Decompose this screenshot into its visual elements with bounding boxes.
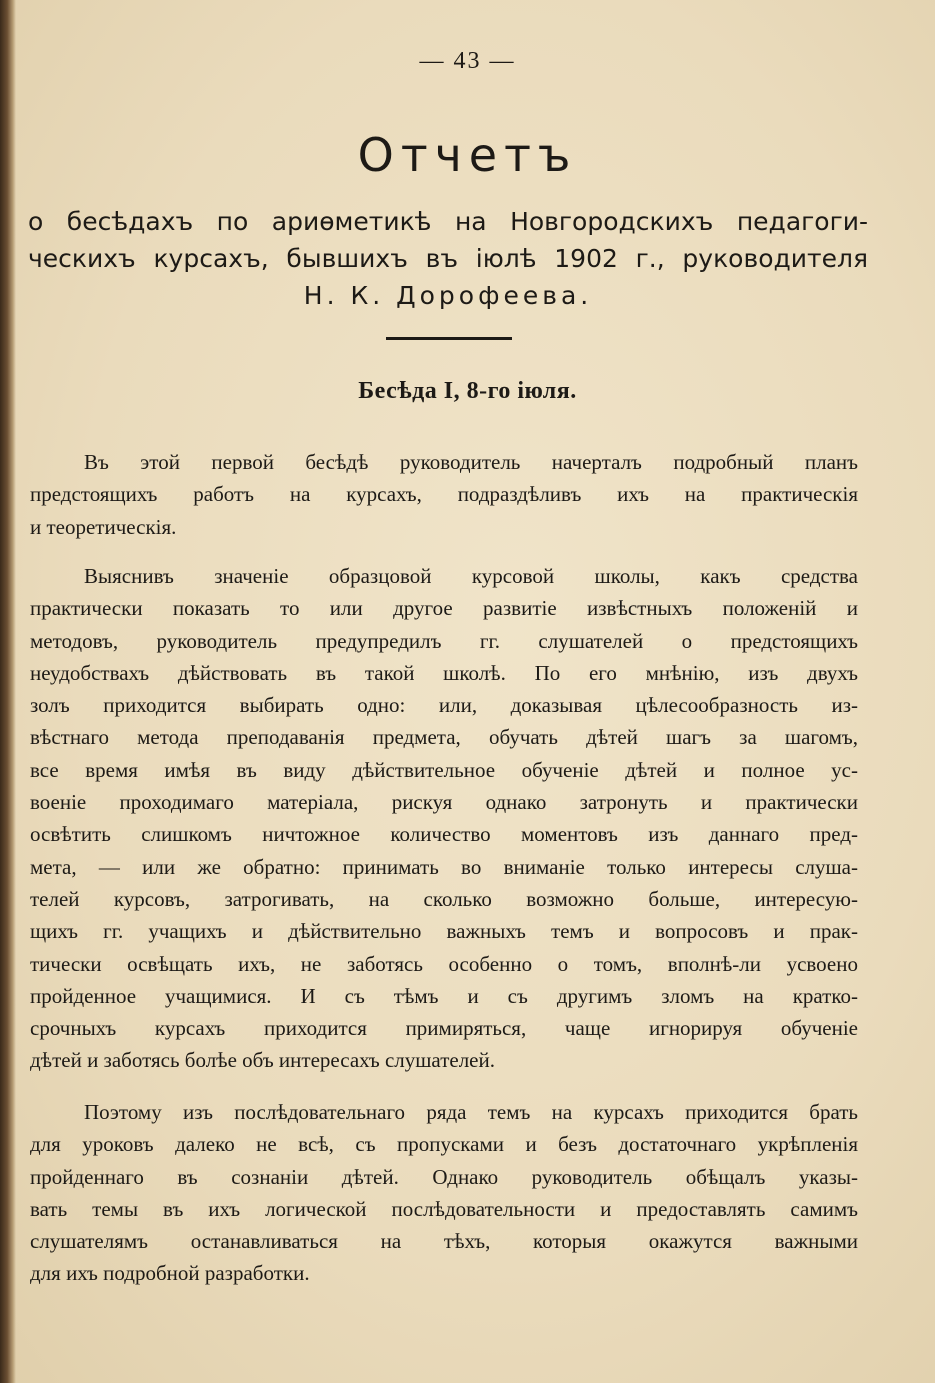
- paragraph-line: и теоретическія.: [30, 514, 177, 539]
- paragraph-line: практически показать то или другое развитіе извѣстныхъ положеній и: [30, 596, 858, 621]
- paragraph-line: вѣстнаго метода преподаванія предмета, обучать дѣтей шагъ за шагомъ,: [30, 725, 858, 750]
- paragraph-line: телей курсовъ, затрогивать, на сколько возможно больше, интересую-: [30, 886, 858, 911]
- title-divider: [386, 337, 512, 340]
- paragraph: [30, 560, 858, 1077]
- subtitle-line: ческихъ курсахъ, бывшихъ въ іюлѣ 1902 г., руководителя: [28, 244, 868, 273]
- paragraph-line: для ихъ подробной разработки.: [30, 1261, 310, 1286]
- report-title: Отчетъ: [357, 128, 578, 182]
- paragraph-line: пройденное учащимися. И съ тѣмъ и съ другимъ зломъ на кратко-: [30, 983, 858, 1008]
- paragraph-line: тически освѣщать ихъ, не заботясь особенно о томъ, вполнѣ-ли усвоено: [30, 951, 858, 976]
- paragraph-line: Поэтому изъ послѣдовательнаго ряда темъ на курсахъ приходится брать: [84, 1100, 858, 1124]
- paragraph-line: неудобствахъ дѣйствовать въ такой школѣ. По его мнѣнію, изъ двухъ: [30, 660, 858, 685]
- page-number: — 43 —: [419, 48, 516, 74]
- paragraph-line: все время имѣя въ виду дѣйствительное обученіе дѣтей и полное ус-: [30, 757, 858, 782]
- paragraph-line: дѣтей и заботясь болѣе объ интересахъ слушателей.: [30, 1048, 495, 1073]
- paragraph-line: вать темы въ ихъ логической послѣдовательности и предоставлять самимъ: [30, 1196, 858, 1221]
- paragraph-line: Въ этой первой бесѣдѣ руководитель начерталъ подробный планъ: [84, 450, 858, 474]
- paragraph-line: золъ приходится выбирать одно: или, доказывая цѣлесообразность из-: [30, 693, 858, 718]
- paragraph-line: для уроковъ далеко не всѣ, съ пропусками и безъ достаточнаго укрѣпленія: [30, 1132, 858, 1157]
- section-heading: Бесѣда I, 8-го іюля.: [358, 378, 577, 404]
- paragraph-line: освѣтить слишкомъ ничтожное количество моментовъ изъ даннаго пред-: [30, 822, 858, 847]
- paragraph-line: мета, — или же обратно: принимать во вниманіе только интересы слуша-: [30, 854, 858, 879]
- paragraph: [30, 1096, 858, 1290]
- paragraph-line: предстоящихъ работъ на курсахъ, подраздѣливъ ихъ на практическія: [30, 482, 858, 507]
- subtitle-line: Н. К. Дорофеева.: [303, 281, 593, 310]
- book-spine-edge: [0, 0, 16, 1383]
- paragraph-line: методовъ, руководитель предупредилъ гг. слушателей о предстоящихъ: [30, 628, 858, 653]
- paragraph: [30, 446, 858, 543]
- paragraph-line: Выяснивъ значеніе образцовой курсовой школы, какъ средства: [84, 564, 858, 588]
- paragraph-line: срочныхъ курсахъ приходится примиряться, чаще игнорируя обученіе: [30, 1016, 858, 1041]
- paragraph-line: щихъ гг. учащихъ и дѣйствительно важныхъ темъ и вопросовъ и прак-: [30, 919, 858, 944]
- report-subtitle: [28, 203, 868, 314]
- paragraph-line: слушателямъ останавливаться на тѣхъ, которыя окажутся важными: [30, 1229, 858, 1254]
- subtitle-line: о бесѣдахъ по ариѳметикѣ на Новгородскихъ педагоги-: [28, 207, 868, 236]
- paragraph-line: военіе проходимаго матеріала, рискуя однако затронуть и практически: [30, 790, 858, 815]
- paragraph-line: пройденнаго въ сознаніи дѣтей. Однако руководитель обѣщалъ указы-: [30, 1164, 858, 1189]
